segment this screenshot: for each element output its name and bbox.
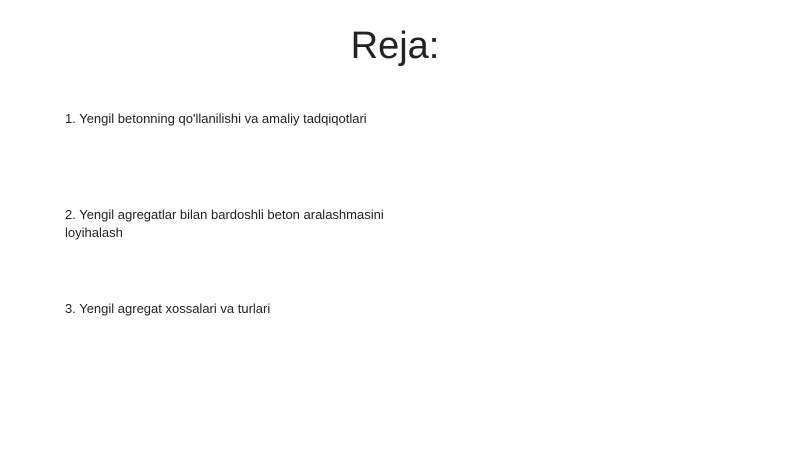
plan-item-2: 2. Yengil agregatlar bilan bardoshli beton aralashmasini loyihalash: [65, 207, 384, 240]
slide-title: Reja:: [350, 25, 440, 67]
plan-item-3: 3. Yengil agregat xossalari va turlari: [65, 301, 271, 316]
plan-item-1: 1. Yengil betonning qo'llanilishi va amaliy tadqiqotlari: [65, 111, 367, 126]
